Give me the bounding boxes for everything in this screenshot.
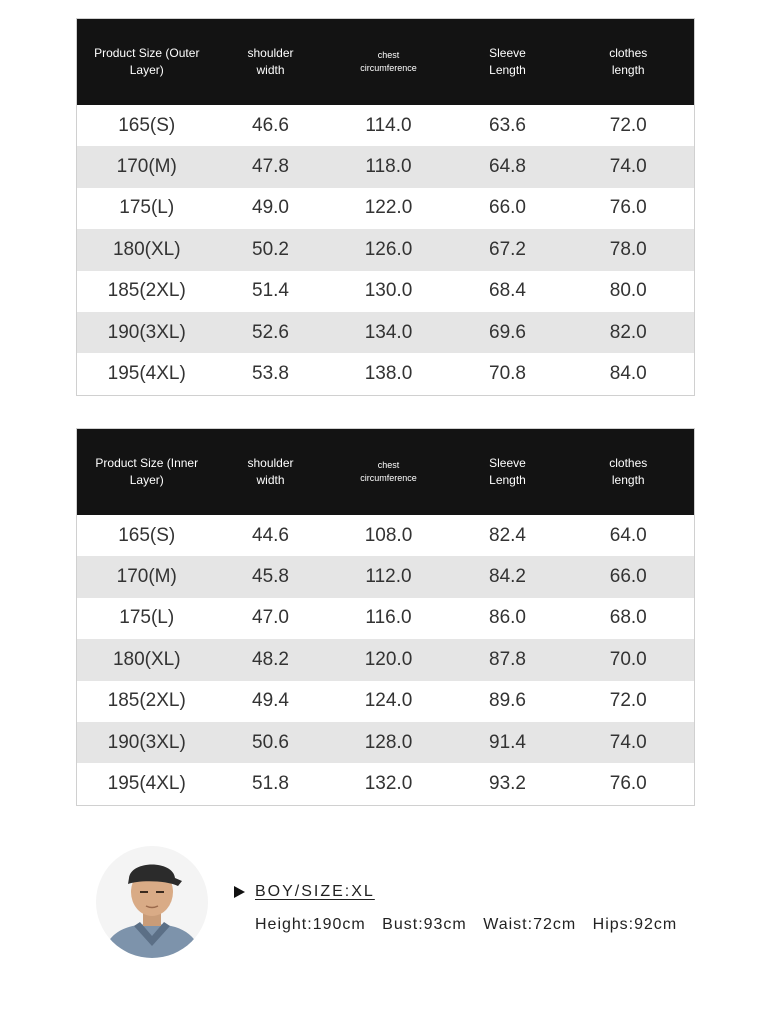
size-cell: 175(L) xyxy=(77,598,217,639)
sleeve-cell: 63.6 xyxy=(453,105,563,146)
table-row xyxy=(77,763,695,805)
chest-cell: 118.0 xyxy=(325,146,453,187)
header-chest-circumference xyxy=(325,19,453,106)
table-row xyxy=(77,229,695,270)
size-cell: 195(4XL) xyxy=(77,353,217,395)
shoulder-cell: 49.4 xyxy=(217,681,325,722)
header-text: Sleeve xyxy=(489,456,526,470)
header-sleeve-length xyxy=(453,19,563,106)
sleeve-cell: 84.2 xyxy=(453,556,563,597)
shoulder-cell: 49.0 xyxy=(217,188,325,229)
chest-cell: 128.0 xyxy=(325,722,453,763)
header-text: Product Size (Outer Layer) xyxy=(94,46,200,77)
model-waist: Waist:72cm xyxy=(483,916,577,933)
model-photo-icon xyxy=(96,846,208,958)
inner-layer-size-table xyxy=(76,428,695,806)
sleeve-cell: 64.8 xyxy=(453,146,563,187)
table-row xyxy=(77,722,695,763)
header-product-size xyxy=(77,429,217,516)
shoulder-cell: 50.6 xyxy=(217,722,325,763)
header-chest-circumference xyxy=(325,429,453,516)
size-cell: 185(2XL) xyxy=(77,271,217,312)
size-cell: 165(S) xyxy=(77,515,217,556)
sleeve-cell: 66.0 xyxy=(453,188,563,229)
model-info-section xyxy=(0,820,768,1020)
header-sleeve-length xyxy=(453,429,563,516)
header-text: chest xyxy=(377,460,400,470)
shoulder-cell: 46.6 xyxy=(217,105,325,146)
chest-cell: 122.0 xyxy=(325,188,453,229)
chest-cell: 130.0 xyxy=(325,271,453,312)
size-cell: 180(XL) xyxy=(77,639,217,680)
size-cell: 175(L) xyxy=(77,188,217,229)
shoulder-cell: 45.8 xyxy=(217,556,325,597)
header-text: width xyxy=(256,473,285,487)
header-clothes-length xyxy=(563,429,695,516)
shoulder-cell: 50.2 xyxy=(217,229,325,270)
shoulder-cell: 47.8 xyxy=(217,146,325,187)
table-row xyxy=(77,188,695,229)
header-shoulder-width xyxy=(217,19,325,106)
size-cell: 185(2XL) xyxy=(77,681,217,722)
chest-cell: 124.0 xyxy=(325,681,453,722)
length-cell: 72.0 xyxy=(563,105,695,146)
model-hips: Hips:92cm xyxy=(592,916,678,933)
length-cell: 68.0 xyxy=(563,598,695,639)
sleeve-cell: 69.6 xyxy=(453,312,563,353)
header-text: Length xyxy=(489,473,526,487)
length-cell: 74.0 xyxy=(563,146,695,187)
model-height: Height:190cm xyxy=(255,916,366,933)
header-clothes-length xyxy=(563,19,695,106)
header-text: width xyxy=(256,63,285,77)
sleeve-cell: 68.4 xyxy=(453,271,563,312)
length-cell: 84.0 xyxy=(563,353,695,395)
sleeve-cell: 89.6 xyxy=(453,681,563,722)
shoulder-cell: 44.6 xyxy=(217,515,325,556)
chest-cell: 108.0 xyxy=(325,515,453,556)
chest-cell: 138.0 xyxy=(325,353,453,395)
table-row xyxy=(77,681,695,722)
model-bust: Bust:93cm xyxy=(382,916,467,933)
chest-cell: 132.0 xyxy=(325,763,453,805)
length-cell: 82.0 xyxy=(563,312,695,353)
header-text: length xyxy=(611,473,645,487)
table-header-row xyxy=(77,429,695,516)
header-text: clothes xyxy=(609,456,648,470)
header-text: shoulder xyxy=(247,456,294,470)
size-cell: 190(3XL) xyxy=(77,312,217,353)
length-cell: 72.0 xyxy=(563,681,695,722)
size-cell: 170(M) xyxy=(77,146,217,187)
header-text: clothes xyxy=(609,46,648,60)
table-row xyxy=(77,146,695,187)
size-cell: 190(3XL) xyxy=(77,722,217,763)
table-row xyxy=(77,312,695,353)
sleeve-cell: 93.2 xyxy=(453,763,563,805)
shoulder-cell: 47.0 xyxy=(217,598,325,639)
length-cell: 66.0 xyxy=(563,556,695,597)
header-text: Product Size (Inner Layer) xyxy=(95,456,199,487)
header-text: chest xyxy=(377,50,400,60)
shoulder-cell: 51.8 xyxy=(217,763,325,805)
chest-cell: 112.0 xyxy=(325,556,453,597)
table-row xyxy=(77,556,695,597)
header-text: circumference xyxy=(360,473,417,483)
shoulder-cell: 48.2 xyxy=(217,639,325,680)
model-measurements xyxy=(255,916,688,934)
header-text: Length xyxy=(489,63,526,77)
sleeve-cell: 86.0 xyxy=(453,598,563,639)
table-header-row xyxy=(77,19,695,106)
sleeve-cell: 91.4 xyxy=(453,722,563,763)
header-product-size xyxy=(77,19,217,106)
sleeve-cell: 70.8 xyxy=(453,353,563,395)
sleeve-cell: 67.2 xyxy=(453,229,563,270)
length-cell: 74.0 xyxy=(563,722,695,763)
shoulder-cell: 51.4 xyxy=(217,271,325,312)
chest-cell: 114.0 xyxy=(325,105,453,146)
table-row xyxy=(77,598,695,639)
header-text: shoulder xyxy=(247,46,294,60)
length-cell: 76.0 xyxy=(563,763,695,805)
chest-cell: 116.0 xyxy=(325,598,453,639)
sleeve-cell: 87.8 xyxy=(453,639,563,680)
chest-cell: 134.0 xyxy=(325,312,453,353)
outer-layer-size-table xyxy=(76,18,695,396)
table-row xyxy=(77,353,695,395)
length-cell: 78.0 xyxy=(563,229,695,270)
size-cell: 180(XL) xyxy=(77,229,217,270)
length-cell: 80.0 xyxy=(563,271,695,312)
size-cell: 170(M) xyxy=(77,556,217,597)
model-size-label xyxy=(234,883,375,901)
table-row xyxy=(77,105,695,146)
header-shoulder-width xyxy=(217,429,325,516)
model-size-text: BOY/SIZE:XL xyxy=(255,883,375,900)
header-text: Sleeve xyxy=(489,46,526,60)
size-cell: 165(S) xyxy=(77,105,217,146)
chest-cell: 126.0 xyxy=(325,229,453,270)
header-text: length xyxy=(611,63,645,77)
length-cell: 76.0 xyxy=(563,188,695,229)
size-cell: 195(4XL) xyxy=(77,763,217,805)
chest-cell: 120.0 xyxy=(325,639,453,680)
table-row xyxy=(77,515,695,556)
table-row xyxy=(77,271,695,312)
sleeve-cell: 82.4 xyxy=(453,515,563,556)
length-cell: 70.0 xyxy=(563,639,695,680)
shoulder-cell: 52.6 xyxy=(217,312,325,353)
length-cell: 64.0 xyxy=(563,515,695,556)
header-text: circumference xyxy=(360,63,417,73)
play-arrow-icon xyxy=(234,886,245,898)
shoulder-cell: 53.8 xyxy=(217,353,325,395)
table-row xyxy=(77,639,695,680)
